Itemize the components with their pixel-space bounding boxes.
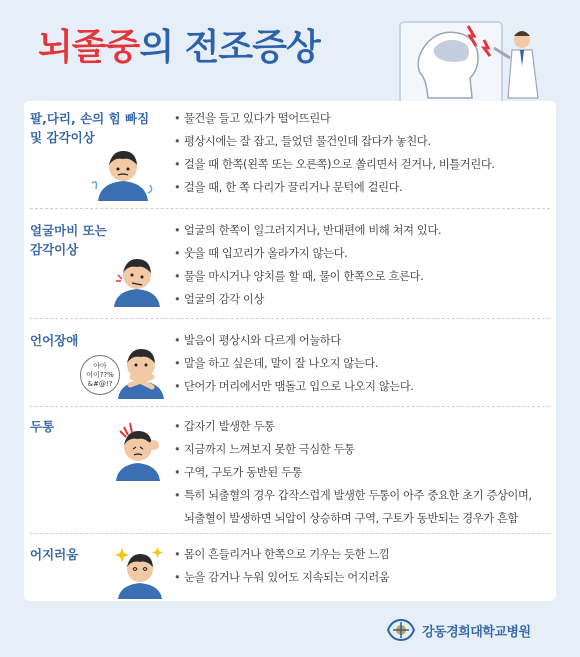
headache-figure [110, 421, 166, 481]
symptom-item: • 평상시에는 잘 잡고, 들었던 물건인데 잡다가 놓친다. [174, 130, 495, 153]
speech-bubble-line: 어이??% [86, 371, 114, 379]
symptom-item: • 웃을 때 입꼬리가 올라가지 않는다. [174, 242, 441, 265]
symptom-item: • 구역, 구토가 동반된 두통 [174, 461, 532, 484]
symptom-item-continuation: 뇌출혈이 발생하면 뇌압이 상승하며 구역, 구토가 동반되는 경우가 흔함 [184, 512, 519, 525]
limb-weakness-figure [90, 143, 156, 201]
category-line: 언어장애 [30, 333, 79, 348]
speech-disorder-figure [116, 343, 166, 399]
hospital-logo [386, 618, 531, 642]
dizziness-figure [112, 545, 168, 599]
symptom-list [174, 107, 495, 199]
section-divider [30, 406, 550, 407]
symptom-item: • 갑자기 발생한 두통 [174, 415, 532, 438]
symptom-list [174, 415, 532, 530]
symptom-item: • 특히 뇌출혈의 경우 갑작스럽게 발생한 두통이 아주 중요한 초기 증상이며, [174, 484, 532, 507]
section-divider [30, 208, 550, 209]
category-label [30, 221, 107, 259]
category-line: 얼굴마비 또는 [30, 223, 107, 238]
category-label [30, 331, 78, 350]
speech-bubble-line: 아아 [93, 362, 107, 370]
title-red-part: 뇌졸중 [38, 27, 140, 68]
symptom-item: • 단어가 머리에서만 맴돌고 입으로 나오지 않는다. [174, 375, 414, 398]
doctor-brain-illustration [398, 18, 550, 110]
symptom-item: • 얼굴의 감각 이상 [174, 288, 441, 311]
section-divider [30, 318, 550, 319]
symptom-item: • 걸을 때 한쪽(왼쪽 또는 오른쪽)으로 쏠리면서 걷거나, 비틀거린다. [174, 153, 495, 176]
symptom-list [174, 219, 441, 311]
category-label [30, 109, 149, 147]
speech-bubble-line: &#@!? [87, 380, 113, 388]
facial-palsy-figure [112, 251, 162, 307]
title-blue-part: 의 전조증상 [139, 27, 320, 68]
hospital-name: 강동경희대학교병원 [422, 624, 531, 640]
hospital-emblem-icon [386, 618, 416, 642]
page-title [38, 27, 320, 68]
symptom-item: • 얼굴의 한쪽이 일그러지거나, 반대편에 비해 쳐져 있다. [174, 219, 441, 242]
category-label [30, 417, 54, 436]
symptom-item: • 몸이 흔들리거나 한쪽으로 기우는 듯한 느낌 [174, 543, 389, 566]
category-line: 팔,다리, 손의 힘 빠짐 [30, 111, 150, 126]
category-line: 및 감각이상 [30, 130, 95, 145]
symptom-card [24, 101, 556, 601]
section-divider [30, 533, 550, 534]
symptom-item: • 걸을 때, 한 쪽 다리가 끌리거나 문턱에 걸린다. [174, 176, 495, 199]
symptom-item: • 지금까지 느껴보지 못한 극심한 두통 [174, 438, 532, 461]
category-line: 어지러움 [30, 547, 79, 562]
category-label [30, 545, 78, 564]
speech-bubble [80, 355, 120, 395]
symptom-item: • 말을 하고 싶은데, 말이 잘 나오지 않는다. [174, 352, 414, 375]
symptom-item: • 물건을 들고 있다가 떨어뜨린다 [174, 107, 495, 130]
category-line: 두통 [30, 419, 55, 434]
symptom-item: • 물을 마시거나 양치를 할 때, 물이 한쪽으로 흐른다. [174, 265, 441, 288]
symptom-item: • 발음이 평상시와 다르게 어눌하다 [174, 329, 414, 352]
symptom-list [174, 543, 389, 589]
symptom-item: • 눈을 감거나 누워 있어도 지속되는 어지러움 [174, 566, 389, 589]
symptom-list [174, 329, 414, 398]
category-line: 감각이상 [30, 242, 79, 257]
